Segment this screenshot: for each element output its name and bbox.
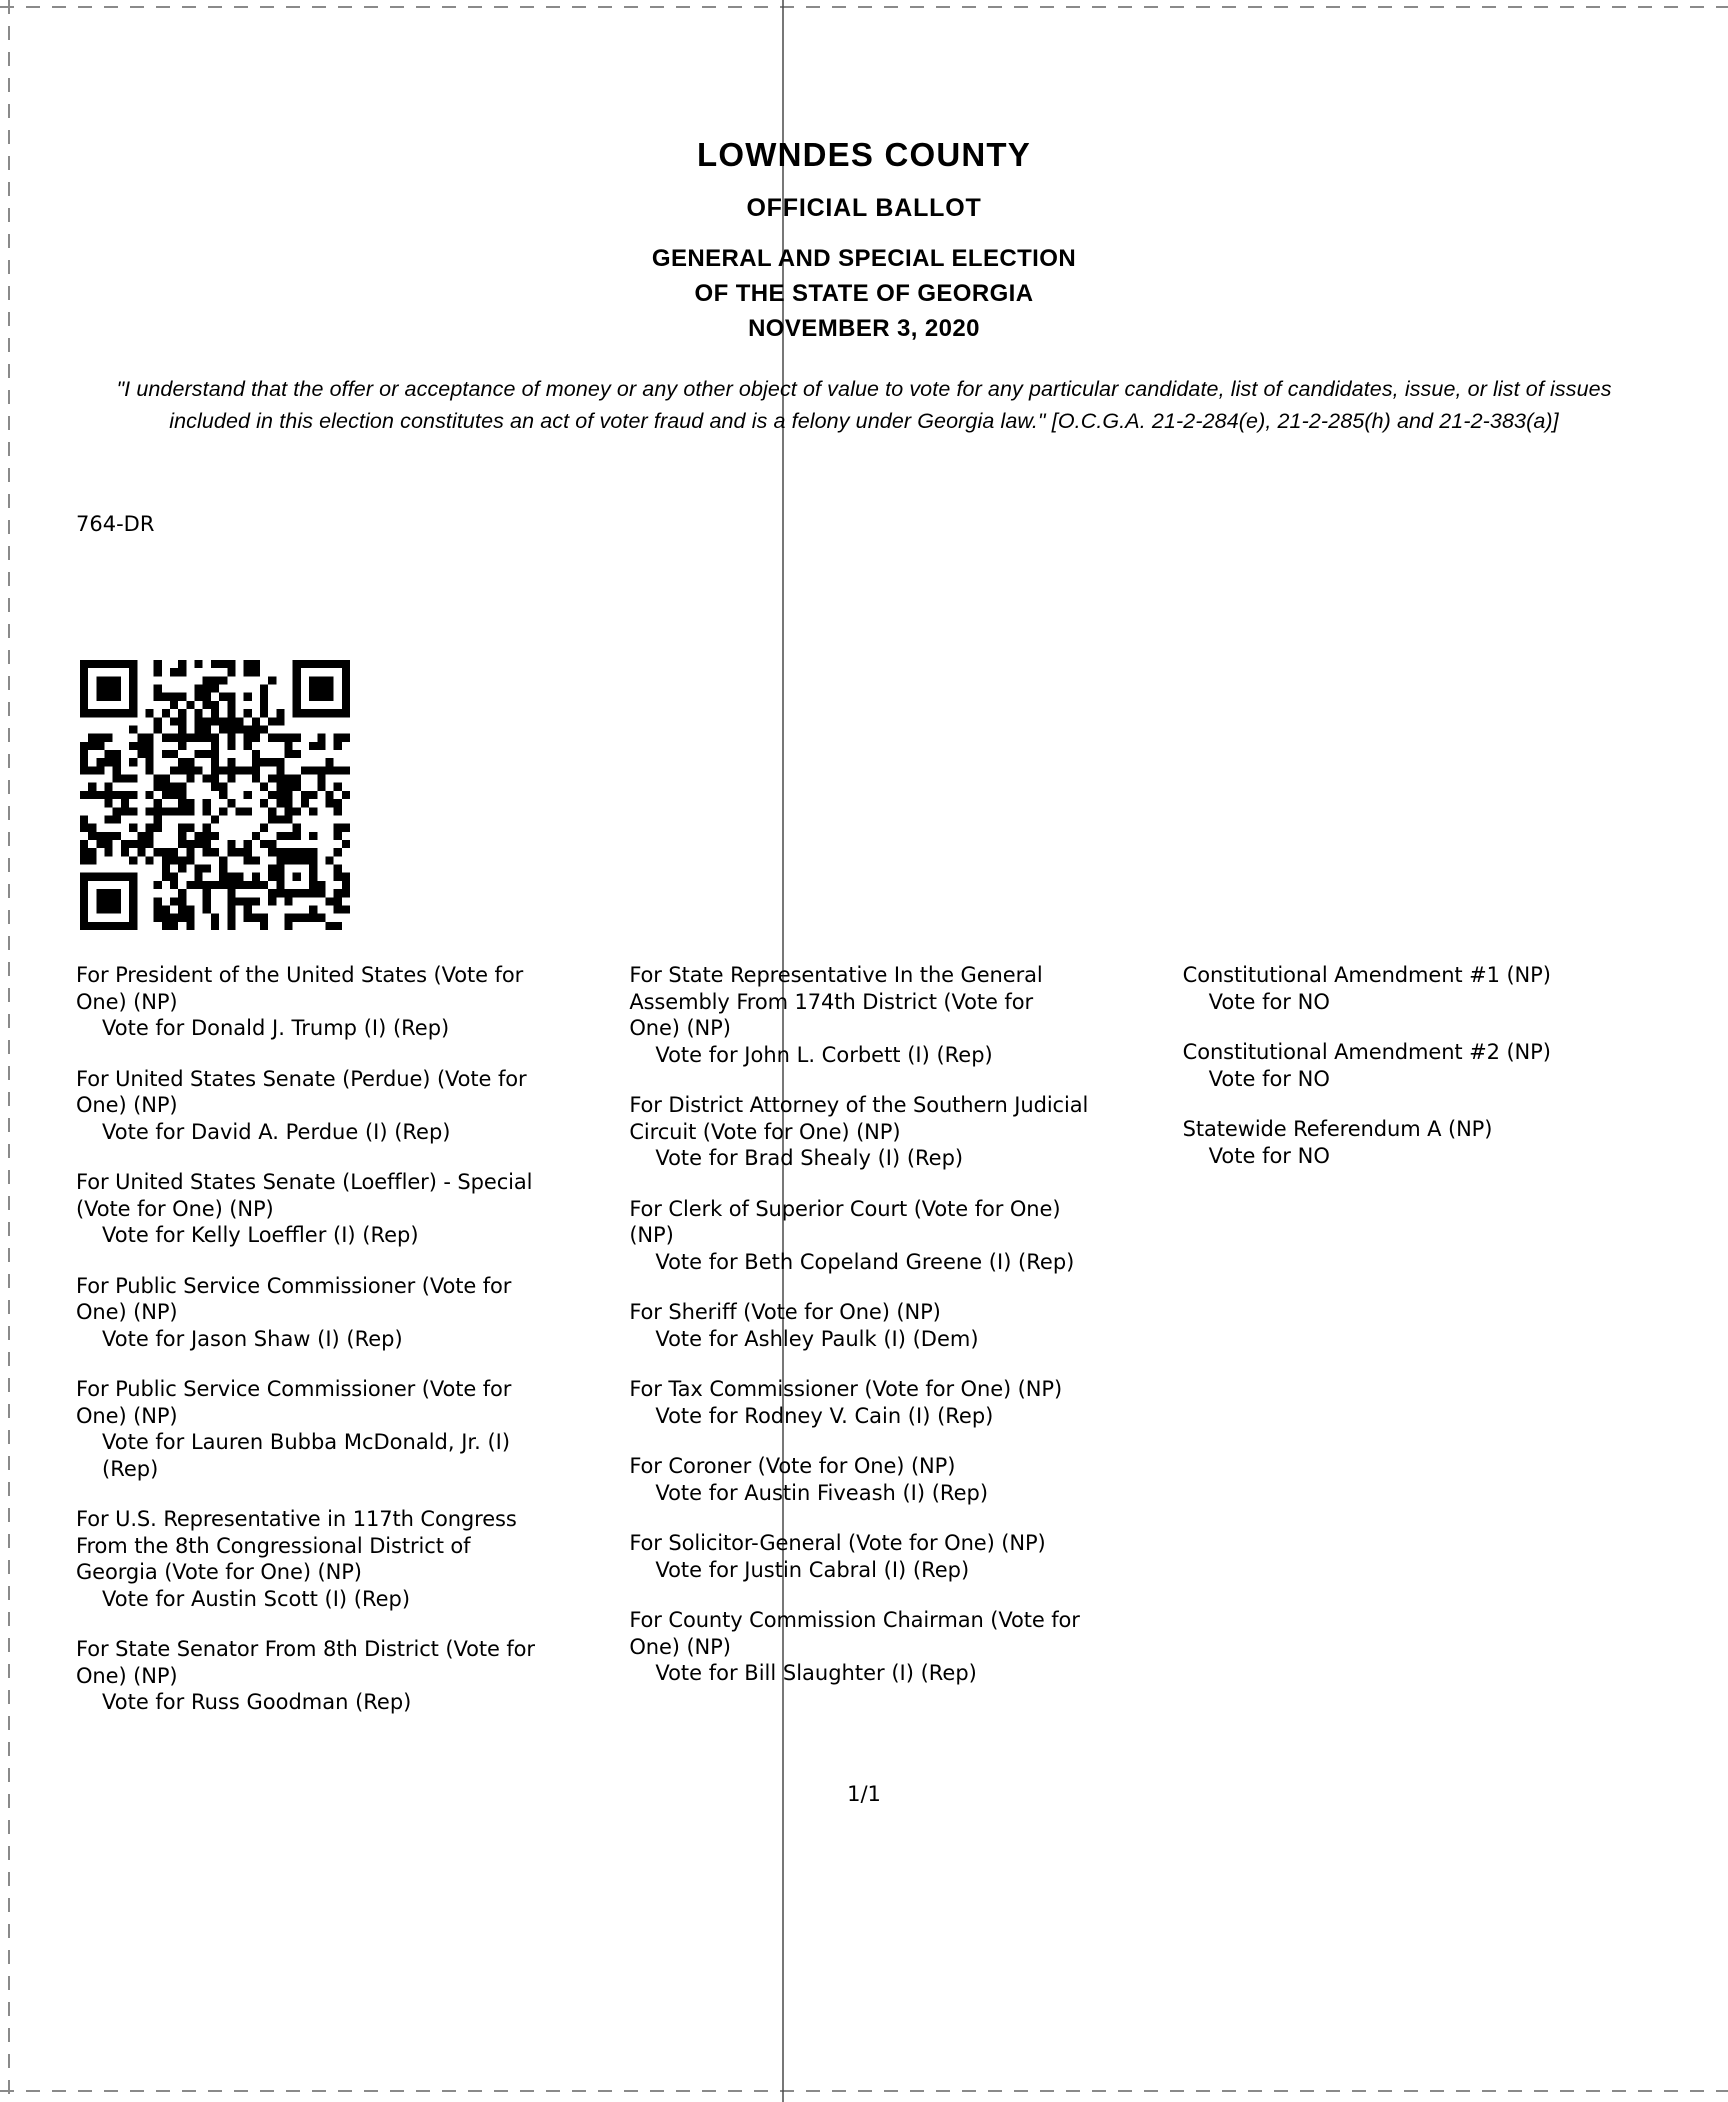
- contest-block: [629, 1607, 1088, 1687]
- contest-selected-choice: Vote for NO: [1208, 1143, 1330, 1168]
- contest-selected-choice: Vote for Lauren Bubba McDonald, Jr. (I) (Rep): [102, 1430, 511, 1481]
- page-number: 1/1: [847, 1782, 881, 1806]
- contest-block: [76, 1169, 535, 1249]
- contest-title: For Public Service Commissioner (Vote for One) (NP): [76, 1273, 512, 1324]
- contest-block: [76, 1376, 535, 1482]
- contest-block: [629, 1453, 1088, 1506]
- election-title-line-2: OF THE STATE OF GEORGIA: [694, 280, 1034, 307]
- contest-block: [76, 1506, 535, 1612]
- ballot-subtitle: OFFICIAL BALLOT: [746, 194, 982, 222]
- contest-selected-choice: Vote for Ashley Paulk (I) (Dem): [655, 1326, 979, 1351]
- contest-selected-choice: Vote for Rodney V. Cain (I) (Rep): [655, 1403, 994, 1428]
- page-title: LOWNDES COUNTY: [697, 136, 1031, 173]
- contest-block: [629, 1376, 1088, 1429]
- contest-selected-choice: Vote for Austin Scott (I) (Rep): [102, 1586, 411, 1611]
- election-title-line-1: GENERAL AND SPECIAL ELECTION: [651, 245, 1077, 272]
- contest-title: For United States Senate (Loeffler) - Special (Vote for One) (NP): [76, 1170, 533, 1221]
- contest-column-1: [76, 962, 545, 1740]
- contest-block: [76, 1636, 535, 1716]
- contest-selected-choice: Vote for Donald J. Trump (I) (Rep): [102, 1016, 450, 1040]
- contest-block: [76, 1273, 535, 1353]
- contest-columns: [76, 962, 1652, 1740]
- contest-title: For Public Service Commissioner (Vote for One) (NP): [76, 1377, 512, 1428]
- scan-edge-top: [0, 6, 1728, 8]
- contest-title: For State Senator From 8th District (Vote for One) (NP): [76, 1637, 535, 1688]
- contest-title: Statewide Referendum A (NP): [1182, 1117, 1493, 1141]
- contest-block: [629, 1092, 1088, 1172]
- contest-column-2: [629, 962, 1098, 1740]
- contest-selected-choice: Vote for David A. Perdue (I) (Rep): [102, 1119, 451, 1144]
- contest-block: [629, 962, 1088, 1068]
- contest-selected-choice: Vote for Beth Copeland Greene (I) (Rep): [655, 1249, 1075, 1274]
- contest-selected-choice: Vote for Justin Cabral (I) (Rep): [655, 1557, 970, 1582]
- contest-title: For United States Senate (Perdue) (Vote for One) (NP): [76, 1066, 527, 1117]
- contest-title: For President of the United States (Vote for One) (NP): [76, 963, 524, 1014]
- election-date: NOVEMBER 3, 2020: [748, 315, 980, 342]
- scan-edge-bottom: [0, 2090, 1728, 2092]
- qr-code-icon: [80, 660, 350, 930]
- contest-block: [1183, 1116, 1642, 1169]
- contest-block: [629, 1196, 1088, 1276]
- contest-title: For Sheriff (Vote for One) (NP): [629, 1300, 941, 1324]
- contest-block: [76, 962, 535, 1042]
- contest-title: For Tax Commissioner (Vote for One) (NP): [629, 1377, 1063, 1401]
- contest-block: [629, 1299, 1088, 1352]
- contest-title: For Solicitor-General (Vote for One) (NP): [629, 1531, 1046, 1555]
- contest-title: For Clerk of Superior Court (Vote for One) (NP): [629, 1196, 1061, 1247]
- contest-selected-choice: Vote for NO: [1208, 989, 1330, 1014]
- contest-block: [76, 1066, 535, 1146]
- contest-title: For State Representative In the General Assembly From 174th District (Vote for One) (NP): [629, 963, 1043, 1040]
- contest-title: Constitutional Amendment #1 (NP): [1182, 963, 1551, 987]
- contest-title: For District Attorney of the Southern Judicial Circuit (Vote for One) (NP): [629, 1093, 1089, 1144]
- contest-block: [629, 1530, 1088, 1583]
- ballot-style-id: 764-DR: [76, 512, 155, 536]
- contest-selected-choice: Vote for Kelly Loeffler (I) (Rep): [102, 1223, 419, 1247]
- voter-oath-text: "I understand that the offer or acceptance of money or any other object of value to vote for any particular candidate, list of candidates, issue, or list of issues included in this election constitutes an act of voter fraud and is a felony under Georgia law." [O.C.G.A. 21-2-284(e), 21-2-285(h) and 21-2-383(a)]: [116, 377, 1612, 433]
- contest-selected-choice: Vote for John L. Corbett (I) (Rep): [655, 1042, 993, 1067]
- contest-selected-choice: Vote for Austin Fiveash (I) (Rep): [655, 1480, 989, 1505]
- contest-block: [1183, 962, 1642, 1015]
- contest-selected-choice: Vote for Jason Shaw (I) (Rep): [102, 1326, 403, 1351]
- contest-title: For Coroner (Vote for One) (NP): [629, 1454, 956, 1478]
- contest-block: [1183, 1039, 1642, 1092]
- contest-title: For County Commission Chairman (Vote for One) (NP): [629, 1608, 1080, 1659]
- contest-selected-choice: Vote for Bill Slaughter (I) (Rep): [655, 1661, 977, 1685]
- contest-selected-choice: Vote for Russ Goodman (Rep): [102, 1690, 412, 1714]
- contest-selected-choice: Vote for NO: [1208, 1066, 1330, 1091]
- contest-column-3: [1183, 962, 1652, 1740]
- contest-selected-choice: Vote for Brad Shealy (I) (Rep): [655, 1146, 964, 1170]
- contest-title: For U.S. Representative in 117th Congress From the 8th Congressional District of Georgia (Vote for One) (NP): [76, 1507, 517, 1584]
- contest-title: Constitutional Amendment #2 (NP): [1182, 1040, 1551, 1064]
